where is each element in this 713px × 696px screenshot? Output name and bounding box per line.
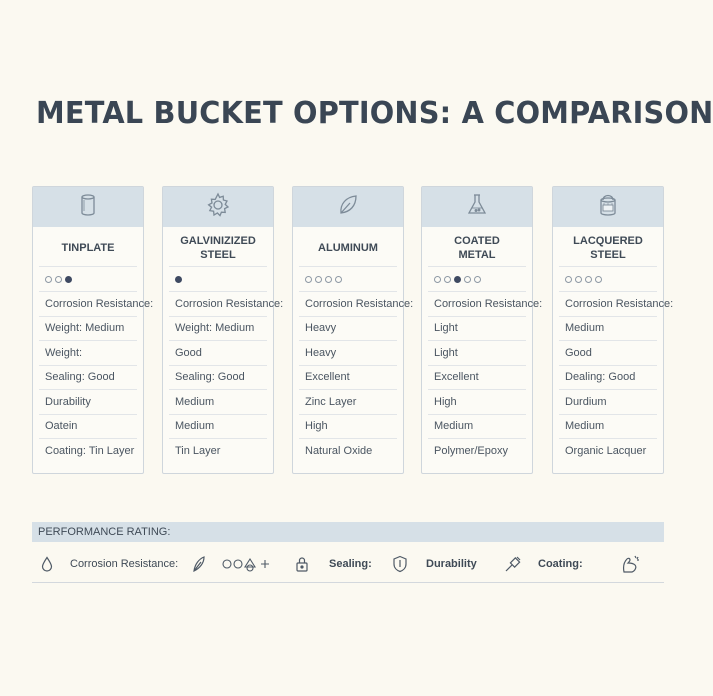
rating-dot bbox=[595, 276, 602, 283]
rating-dots bbox=[39, 267, 137, 292]
shield-icon bbox=[392, 555, 408, 573]
card-title-line1: TINPLATE bbox=[61, 241, 115, 254]
rating-dot bbox=[474, 276, 481, 283]
performance-legend bbox=[32, 546, 664, 583]
card-row: Sealing: Good bbox=[169, 366, 267, 391]
card-row: Good bbox=[169, 341, 267, 366]
card-row: Medium bbox=[559, 317, 657, 342]
card-row: High bbox=[428, 390, 526, 415]
card-row: Medium bbox=[169, 415, 267, 440]
card-header bbox=[163, 187, 273, 227]
rating-dot bbox=[434, 276, 441, 283]
rating-dot bbox=[315, 276, 322, 283]
card-row: Polymer/Epoxy bbox=[434, 445, 508, 458]
card-row: Excellent bbox=[299, 366, 397, 391]
card-row: Medium bbox=[428, 415, 526, 440]
card-row: Corrosion Resistance: bbox=[299, 292, 397, 317]
card-aluminum bbox=[292, 186, 414, 474]
feather-icon bbox=[191, 555, 207, 573]
card-row: Corrosion Resistance: bbox=[39, 292, 137, 317]
can-icon bbox=[74, 191, 102, 224]
card-row: Corrosion Resistance: bbox=[428, 292, 526, 317]
card-title bbox=[299, 227, 397, 267]
card-row: Zinc Layer bbox=[299, 390, 397, 415]
rating-dot bbox=[45, 276, 52, 283]
card-title bbox=[39, 227, 137, 267]
rating-dot bbox=[325, 276, 332, 283]
card-row: Organic Lacquer bbox=[565, 445, 647, 458]
card-row: Good bbox=[559, 341, 657, 366]
performance-heading bbox=[32, 522, 664, 542]
card-row: Oatein bbox=[39, 415, 137, 440]
card-row: Coating: Tin Layer bbox=[45, 445, 135, 458]
rating-dots bbox=[169, 267, 267, 292]
brush-icon bbox=[504, 555, 522, 573]
card-row: Heavy bbox=[299, 317, 397, 342]
card-row: Tin Layer bbox=[175, 445, 221, 458]
rating-dot bbox=[55, 276, 62, 283]
card-row: Light bbox=[428, 341, 526, 366]
card-header bbox=[33, 187, 143, 227]
card-row: Corrosion Resistance: bbox=[559, 292, 657, 317]
card-tinplate bbox=[32, 186, 154, 474]
card-header bbox=[553, 187, 663, 227]
card-title bbox=[559, 227, 657, 267]
card-row: Weight: Medium bbox=[169, 317, 267, 342]
rating-dot bbox=[464, 276, 471, 283]
rating-dot bbox=[585, 276, 592, 283]
card-row: Excellent bbox=[428, 366, 526, 391]
card-row: Corrosion Resistance: bbox=[169, 292, 267, 317]
card-row: Heavy bbox=[299, 341, 397, 366]
corrosion-resistance-label: Corrosion Resistance: bbox=[70, 558, 179, 570]
card-row: Natural Oxide bbox=[305, 445, 373, 458]
leaf-icon bbox=[334, 191, 362, 224]
rating-dots bbox=[299, 267, 397, 292]
rating-dot bbox=[305, 276, 312, 283]
card-title-line2: STEEL bbox=[590, 248, 626, 261]
sealing-label: Sealing: bbox=[329, 558, 372, 570]
card-row: Weight: bbox=[39, 341, 137, 366]
shape-symbols-icon bbox=[221, 556, 275, 572]
rating-dots bbox=[428, 267, 526, 292]
lock-icon bbox=[295, 556, 309, 572]
card-row: Weight: Medium bbox=[39, 317, 137, 342]
card-coated-metal bbox=[421, 186, 543, 474]
rating-dots bbox=[559, 267, 657, 292]
rating-dot bbox=[565, 276, 572, 283]
rating-dot-active bbox=[454, 276, 461, 283]
card-title-line1: ALUMINUM bbox=[318, 241, 378, 254]
card-row: High bbox=[299, 415, 397, 440]
card-row: Durability bbox=[39, 390, 137, 415]
performance-heading-text: PERFORMANCE RATING: bbox=[38, 526, 171, 538]
card-header bbox=[293, 187, 403, 227]
card-title bbox=[169, 227, 267, 267]
rating-dot bbox=[444, 276, 451, 283]
strength-arm-icon bbox=[620, 553, 642, 575]
card-title-line1: GALVINIZIZED bbox=[180, 234, 256, 247]
rating-dot bbox=[335, 276, 342, 283]
rating-dot bbox=[575, 276, 582, 283]
card-title-line2: METAL bbox=[458, 248, 496, 261]
card-row: Medium bbox=[169, 390, 267, 415]
card-header bbox=[422, 187, 532, 227]
card-row: Sealing: Good bbox=[39, 366, 137, 391]
flask-icon bbox=[463, 191, 491, 224]
card-row: Medium bbox=[559, 415, 657, 440]
rating-dot-active bbox=[175, 276, 182, 283]
card-row: Durdium bbox=[559, 390, 657, 415]
card-title bbox=[428, 227, 526, 267]
paint-can-icon bbox=[594, 191, 622, 224]
card-title-line1: COATED bbox=[454, 234, 500, 247]
card-galvanized-steel bbox=[162, 186, 284, 474]
durability-label: Durability bbox=[426, 558, 477, 570]
card-title-line1: LACQUERED bbox=[573, 234, 643, 247]
coating-label: Coating: bbox=[538, 558, 583, 570]
card-title-line2: STEEL bbox=[200, 248, 236, 261]
card-row: Light bbox=[428, 317, 526, 342]
page-title: METAL BUCKET OPTIONS: A COMPARISON bbox=[36, 96, 713, 131]
rating-dot-active bbox=[65, 276, 72, 283]
gear-icon bbox=[204, 191, 232, 224]
droplet-icon bbox=[40, 556, 54, 572]
card-row: Dealing: Good bbox=[559, 366, 657, 391]
card-lacquered-steel bbox=[552, 186, 674, 474]
